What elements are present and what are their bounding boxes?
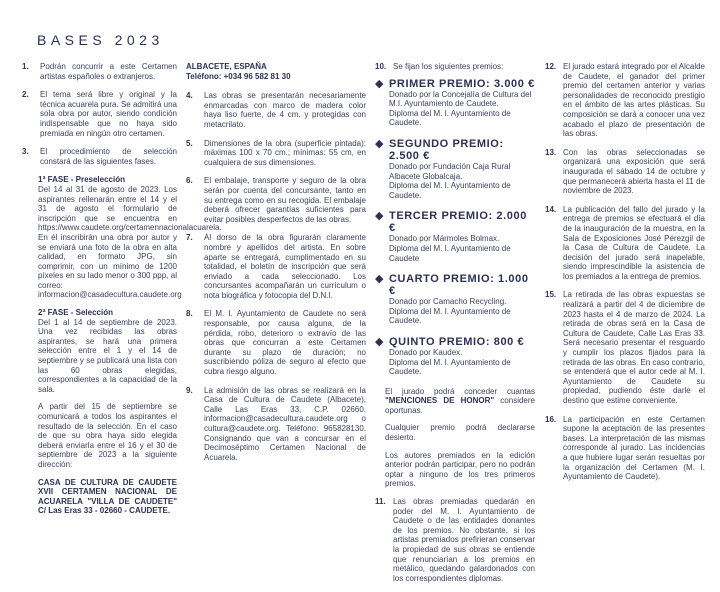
diamond-bullet-icon: ◆ <box>375 77 384 90</box>
prize-second: ◆ SEGUNDO PREMIO: 2.500 € Donado por Fundación Caja Rural Albacete Globalcaja. Diploma del M. I. Ayuntamiento de Caudete. <box>375 137 511 200</box>
list-item: 15. La retirada de las obras expuestas se realizará a partir del 4 de diciembre de 2023 hasta el 4 de marzo de 2024. La retirada de obras será en la Casa de Cultura de Caudete, Calle Las Eras 33. Será necesario presentar el resguardo y cumplir los plazos fijados para la retirada de las obras. En caso contrario, se entenderá que el autor cede al M. I. Ayuntamiento de Caudete su propiedad, pudiendo éste darle el destino que estime conveniente. <box>545 290 705 405</box>
list-item: 7. Al dorso de la obra figurarán claramente nombre y apellidos del artista. En sobre aparte se entregará, cumplimentado en su totalidad, el boletín de inscripción que será enviado a cada seleccionado. Los concursantes acompañarán un currículum o nota biográfica y fotocopia del D.N.I. <box>186 233 366 300</box>
list-item: 10. Se fijan los siguientes premios: <box>375 62 504 71</box>
shipping-address: CASA DE CULTURA DE CAUDETE XVII CERTAMEN NACIONAL DE ACUARELA "VILLA DE CAUDETE" C/ Las Eras 33 - 02660 - CAUDETE. <box>38 477 177 516</box>
list-item: 8. El M. I. Ayuntamiento de Caudete no será responsable, por causa alguna, de la pérdida, robo, deterioro o extravío de las obras que concurran a este Certamen durante su plazo de duración; no suscribiendo póliza de seguro al efecto que cubra riesgo alguno. <box>186 309 366 377</box>
list-item: 3. El procedimiento de selección constará de las siguientes fases. <box>22 147 177 166</box>
column-2 <box>186 62 366 471</box>
diamond-bullet-icon: ◆ <box>375 335 384 348</box>
list-item: 1. Podrán concurrir a este Certamen artistas españoles o extranjeros. <box>22 62 177 81</box>
list-item: 5. Dimensiones de la obra (superficie pintada): máximas 100 x 70 cm.; mínimas: 55 cm, en cualquiera de sus dimensiones. <box>186 138 366 167</box>
column-1 <box>22 62 222 524</box>
column-4 <box>545 62 705 491</box>
phase2-title: 2ª FASE - Selección <box>38 308 113 318</box>
page-title: BASES 2023 <box>37 32 164 48</box>
prize-third: ◆ TERCER PREMIO: 2.000 € Donado por Mármoles Bolmax. Diploma del M. I. Ayuntamiento de Caudete <box>375 210 527 263</box>
list-item: 9. La admisión de las obras se realizará en la Casa de Cultura de Caudete (Albacete), Calle Las Eras 33, C.P. 02660. informacion@casadecultura.caudete.org o cultura@caudete.org. Teléfono: 965828130. Consignando que van a concursar en el Decimoséptimo Certamen Nacional de Acuarela. <box>186 385 366 462</box>
prize-first: ◆ PRIMER PREMIO: 3.000 € Donado por la Concejalía de Cultura del M.I. Ayuntamiento de Caudete. Diploma del M. I. Ayuntamiento de Caudete. <box>375 77 535 128</box>
column-3 <box>375 62 535 592</box>
list-item: 12. El jurado estará integrado por el Alcalde de Caudete, el ganador del primer premio del certamen anterior y varias personalidades de reconocido prestigio en el ámbito de las artes plásticas. Su composición se dará a conocer una vez acabado el plazo de presentación de las obras. <box>545 62 705 139</box>
diamond-bullet-icon: ◆ <box>375 137 384 150</box>
honor-mentions-text: El jurado podrá conceder cuantas "MENCIONES DE HONOR" considere oportunas. <box>385 386 535 415</box>
list-item: 16. La participación en este Certamen supone la aceptación de las presentes bases. La interpretación de las mismas corresponde al jurado. Las incidencias a que hubiere lugar serán resueltas por la organización del Certamen (M. I. Ayuntamiento de Caudete). <box>545 414 705 482</box>
diamond-bullet-icon: ◆ <box>375 210 384 223</box>
list-item: 11. Las obras premiadas quedarán en poder del M. I. Ayuntamiento de Caudete o de las entidades donantes de los premios. No obstante, si los artistas premiados prefirieran conservar la propiedad de sus obras se entiende que renunciarían a los premios en metálico, quedando galardonados con los correspondientes diplomas. <box>375 497 535 583</box>
diamond-bullet-icon: ◆ <box>375 273 384 286</box>
phone-header: Teléfono: +034 96 582 81 30 <box>186 71 291 81</box>
phase1-title: 1ª FASE - Preselección <box>38 175 125 185</box>
void-prize-text: Cualquier premio podrá declararse desierto. <box>385 423 535 443</box>
list-item: 14. La publicación del fallo del jurado y la entrega de premios se efectuará el día de la inauguración de la muestra, en la Sala de Exposiciones José Pérezgil de la Casa de Cultura de Caudete. La decisión del jurado será inapelable, siendo imprescindible la asistencia de los premiados a la entrega de premios. <box>545 204 705 281</box>
list-item: 13. Con las obras seleccionadas se organizará una exposición que será inaugurada el sábado 14 de octubre y que permanecerá abierta hasta el 11 de noviembre de 2023. <box>545 147 705 196</box>
list-item: 4. Las obras se presentarán necesariamente enmarcadas con marco de madera color haya liso fuerte, de 4 cm. y protegidas con metacrilato. <box>186 91 366 129</box>
list-item: 2. El tema será libre y original y la técnica acuarela pura. Se admitirá una sola obra por autor, siendo condición indispensable que no haya sido premiada en ningún otro certamen. <box>22 90 177 138</box>
phase2-text: Del 1 al 14 de septiembre de 2023. Una vez recibidas las obras aspirantes, se hará una primera selección entre el 1 y el 14 de septiembre y se publicará una lista con las 60 obras elegidas, correspondientes a la capacidad de la sala. <box>38 317 177 394</box>
location-header: ALBACETE, ESPAÑA <box>186 62 267 71</box>
previous-winners-text: Los autores premiados en la edición anterior podrán participar, pero no podrán optar a ninguno de los tres primeros premios. <box>385 450 535 489</box>
phases-block <box>38 175 222 516</box>
selection-result-text: A partir del 15 de septiembre se comunicará a todos los aspirantes el resultado de la selección. En el caso de que su obra haya sido elegida deberá enviarla entre el 16 y el 30 de septiembre de 2023 a la siguiente dirección: <box>38 402 177 469</box>
list-item: 6. El embalaje, transporte y seguro de la obra serán por cuenta del concursante, tanto en su entrega como en su recogida. El embalaje deberá ofrecer garantías suficientes para evitar posibles desperfectos de las obras. <box>186 176 366 224</box>
phase1-text: Del 14 al 31 de agosto de 2023. Los aspirantes rellenarán entre el 14 y el 31 de agosto el formulario de inscripción que se encuentra en https://www.caudete.org/certamennacionalacuarela. En él inscribirán una obra por autor y se enviará una foto de la obra en alta calidad, en formato JPG, sin comprimir, con un mínimo de 1200 píxeles en su lado menor o 300 ppp, al correo: informacion@casadecultura.caudete.org <box>38 184 222 300</box>
prize-notes <box>385 387 535 489</box>
prize-fifth: ◆ QUINTO PREMIO: 800 € Donado por Kaudex. Diploma del M. I. Ayuntamiento de Caudete. <box>375 335 525 377</box>
prize-fourth: ◆ CUARTO PREMIO: 1.000 € Donado por Camacho Recycling. Diploma del M. I. Ayuntamiento de Caudete. <box>375 273 529 326</box>
